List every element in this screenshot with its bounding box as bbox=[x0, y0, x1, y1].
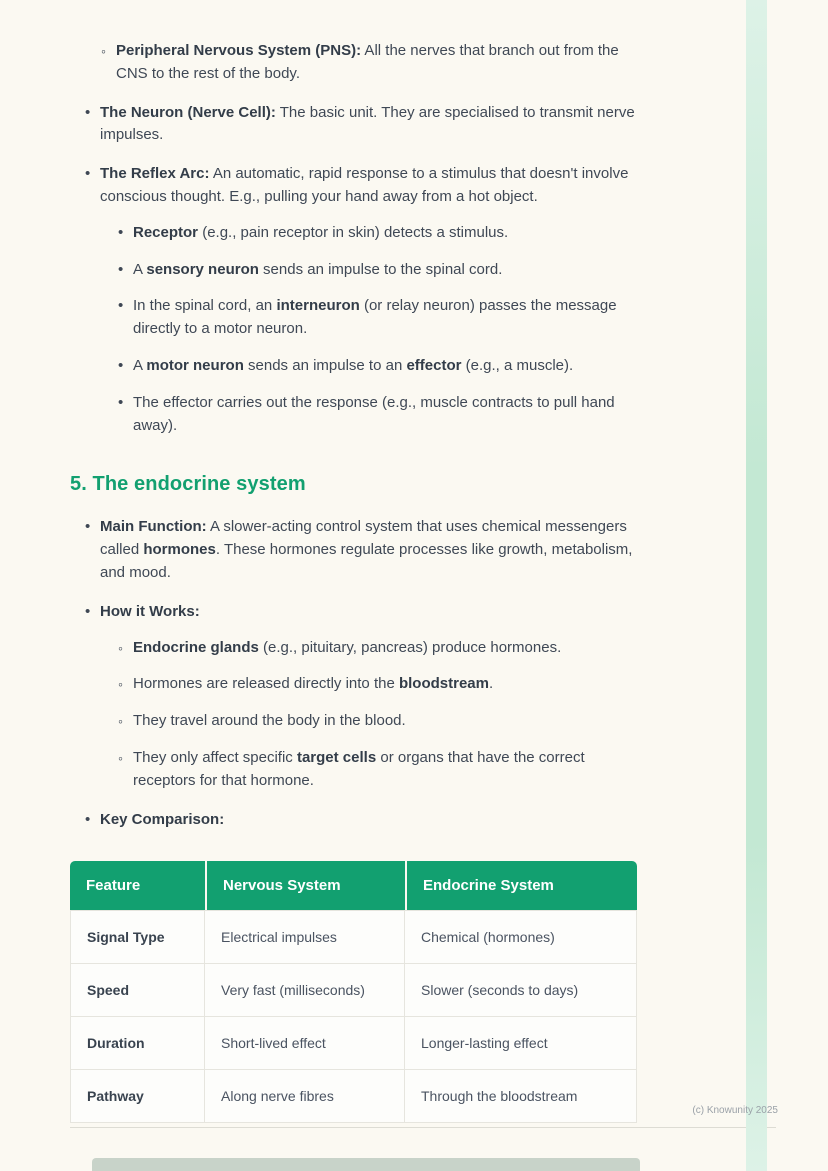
list-item-text bbox=[116, 40, 642, 86]
text: The effector carries out the response (e.g., muscle contracts to pull hand away). bbox=[133, 393, 615, 434]
document-content bbox=[70, 40, 642, 1123]
list-item-text bbox=[100, 809, 642, 832]
text: . bbox=[488, 675, 494, 693]
list-item bbox=[118, 637, 642, 660]
list-item bbox=[85, 163, 642, 437]
bold-text: target cells bbox=[296, 748, 377, 766]
table-header-cell: Nervous System bbox=[205, 861, 405, 910]
table-cell: Signal Type bbox=[70, 910, 205, 964]
text: (e.g., pain receptor in skin) detects a stimulus. bbox=[198, 223, 509, 241]
bold-text: Peripheral Nervous System (PNS): bbox=[116, 42, 362, 59]
bullet-list bbox=[70, 40, 642, 86]
list-item-text bbox=[100, 516, 642, 584]
bold-text: Receptor bbox=[133, 223, 199, 241]
list-item bbox=[118, 295, 642, 341]
table-cell: Speed bbox=[70, 964, 205, 1017]
bullet-list bbox=[100, 637, 642, 793]
section-heading: 5. The endocrine system bbox=[70, 473, 306, 496]
text: Hormones are released directly into the bbox=[133, 675, 399, 693]
text: An automatic, rapid response to a stimulus that doesn't involve conscious thought. E.g., pulling your hand away from a hot object. bbox=[100, 165, 629, 205]
table-cell: Slower (seconds to days) bbox=[405, 964, 637, 1017]
text: A slower-acting control system that uses chemical messengers called bbox=[100, 518, 627, 559]
list-item-text bbox=[133, 710, 642, 733]
text: A bbox=[133, 260, 147, 278]
bullet-list bbox=[100, 222, 642, 438]
comparison-table bbox=[70, 861, 637, 1123]
bullet-list bbox=[70, 516, 642, 831]
list-item-text bbox=[133, 637, 642, 660]
bold-text: How it Works: bbox=[100, 602, 200, 620]
table-cell: Electrical impulses bbox=[205, 910, 405, 964]
list-item-text bbox=[100, 102, 642, 148]
table-cell: Very fast (milliseconds) bbox=[205, 964, 405, 1017]
table-cell: Through the bloodstream bbox=[405, 1070, 637, 1123]
list-item-text bbox=[133, 222, 642, 245]
text: A bbox=[133, 356, 147, 374]
list-item bbox=[85, 102, 642, 148]
text: They travel around the body in the blood. bbox=[133, 712, 406, 730]
list-item-text bbox=[133, 673, 642, 696]
bold-text: bloodstream bbox=[398, 675, 489, 693]
copyright-text: (c) Knowunity 2025 bbox=[692, 1105, 778, 1116]
list-item bbox=[118, 222, 642, 245]
bold-text: effector bbox=[406, 356, 462, 374]
list-item bbox=[85, 516, 642, 584]
table-row bbox=[70, 964, 637, 1017]
table-header-cell: Endocrine System bbox=[405, 861, 637, 910]
list-item bbox=[101, 40, 642, 86]
list-item-text bbox=[133, 295, 642, 341]
bold-text: Main Function: bbox=[100, 518, 207, 536]
text: (or relay neuron) passes the message directly to a motor neuron. bbox=[133, 297, 617, 338]
bold-text: Endocrine glands bbox=[133, 638, 259, 656]
bold-text: The Neuron (Nerve Cell): bbox=[100, 103, 276, 121]
bold-text: The Reflex Arc: bbox=[100, 165, 210, 183]
text: The basic unit. They are specialised to transmit nerve impulses. bbox=[100, 103, 635, 144]
table-cell: Chemical (hormones) bbox=[405, 910, 637, 964]
list-item bbox=[118, 747, 642, 793]
list-item bbox=[118, 355, 642, 378]
table-cell: Short-lived effect bbox=[205, 1017, 405, 1070]
bold-text: hormones bbox=[143, 541, 216, 559]
list-item-text bbox=[133, 259, 642, 282]
text: (e.g., pituitary, pancreas) produce hormones. bbox=[258, 638, 562, 656]
table-header-cell: Feature bbox=[70, 861, 205, 910]
list-item bbox=[85, 809, 642, 832]
text: They only affect specific bbox=[133, 748, 297, 766]
bold-text: sensory neuron bbox=[146, 260, 259, 278]
bold-text: Key Comparison: bbox=[100, 810, 225, 828]
bold-text: interneuron bbox=[276, 297, 360, 315]
list-item bbox=[118, 392, 642, 438]
next-section-preview bbox=[92, 1158, 640, 1171]
list-item-text bbox=[133, 392, 642, 438]
table-body bbox=[70, 910, 637, 1123]
text: sends an impulse to the spinal cord. bbox=[258, 260, 503, 278]
text: In the spinal cord, an bbox=[133, 297, 277, 315]
list-item bbox=[118, 259, 642, 282]
text: . These hormones regulate processes like growth, metabolism, and mood. bbox=[100, 541, 633, 581]
table-header-row bbox=[70, 861, 637, 910]
bold-text: motor neuron bbox=[146, 356, 244, 374]
bullet-list bbox=[70, 102, 642, 438]
table-row bbox=[70, 910, 637, 964]
list-item-text bbox=[100, 601, 642, 624]
table-cell: Longer-lasting effect bbox=[405, 1017, 637, 1070]
list-item bbox=[118, 673, 642, 696]
table-head bbox=[70, 861, 637, 910]
table-row bbox=[70, 1070, 637, 1123]
list-item bbox=[118, 710, 642, 733]
list-item-text bbox=[100, 163, 642, 209]
table-cell: Along nerve fibres bbox=[205, 1070, 405, 1123]
right-accent-strip bbox=[746, 0, 767, 1171]
table-row bbox=[70, 1017, 637, 1070]
text: (e.g., a muscle). bbox=[461, 356, 574, 374]
text: sends an impulse to an bbox=[243, 356, 407, 374]
list-item-text bbox=[133, 747, 642, 793]
bottom-divider bbox=[70, 1127, 776, 1128]
text: All the nerves that branch out from the CNS to the rest of the body. bbox=[116, 42, 619, 82]
list-item-text bbox=[133, 355, 642, 378]
text: or organs that have the correct receptors for that hormone. bbox=[133, 748, 585, 789]
table-cell: Pathway bbox=[70, 1070, 205, 1123]
list-item bbox=[85, 601, 642, 793]
table-cell: Duration bbox=[70, 1017, 205, 1070]
